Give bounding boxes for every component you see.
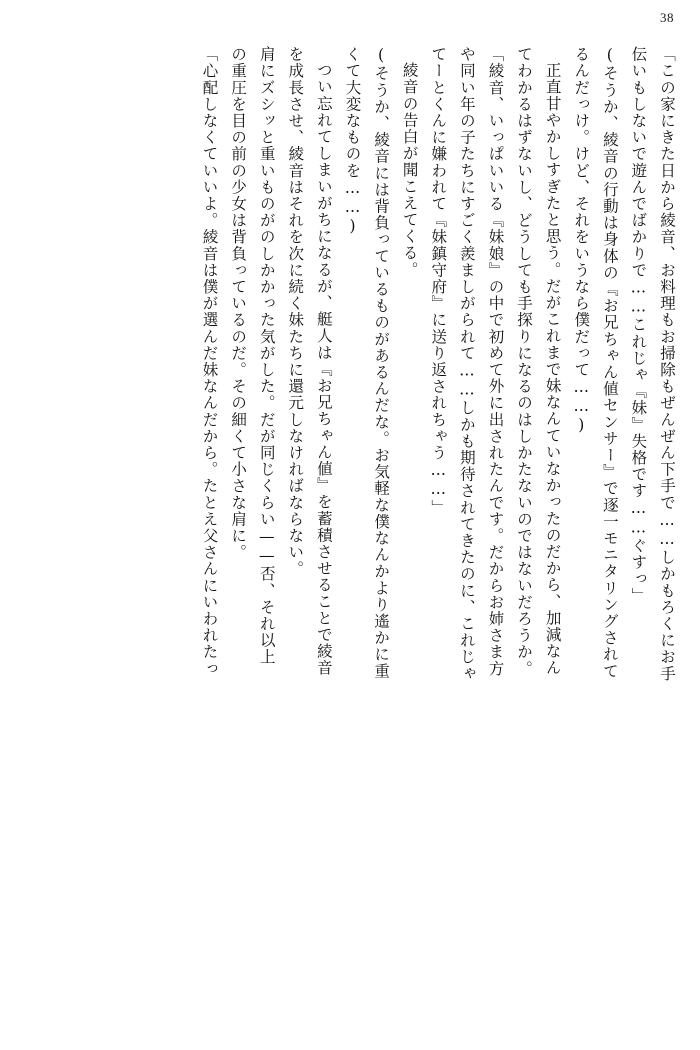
vertical-text-body (28, 46, 674, 1006)
text-line: てわかるはずないし、どうしても手探りになるのはしかたないのではないだろうか。 (515, 46, 534, 677)
text-line: つい忘れてしまいがちになるが、艇人は『お兄ちゃん値』を蓄積させることで綾音 (314, 62, 333, 677)
text-line: 伝いもしないで遊んでばかりで……これじゃ『妹』失格です……ぐすっ」 (629, 46, 648, 604)
text-line: や同い年の子たちにすごく羨ましがられて……しかも期待されてきたのに、これじゃ (457, 46, 476, 682)
text-line: 綾音の告白が聞こえてくる。 (400, 62, 419, 278)
text-line: 正直甘やかしすぎたと思う。だがこれまで妹なんていなかったのだから、加減なん (543, 62, 562, 677)
text-line: を成長させ、綾音はそれを次に続く妹たちに還元しなければならない。 (286, 46, 305, 578)
text-line: 「この家にきた日から綾音、お料理もお掃除もぜんぜん下手で……しかもろくにお手 (658, 46, 676, 682)
text-line: (そうか、綾音の行動は身体の『お兄ちゃん値センサー』で逐一モニタリングされて (600, 46, 619, 680)
text-line: (そうか、綾音には背負っているものがあるんだな。お気軽な僕なんかより遙かに重 (372, 46, 391, 680)
text-line: 「心配しなくていいよ。綾音は僕が選んだ妹なんだから。たとえ父さんにいわれたっ (200, 46, 219, 677)
text-line: くて大変なものを……) (343, 46, 362, 237)
text-line: てーとくんに嫌われて『妹鎮守府』に送り返されちゃう……」 (429, 46, 448, 516)
text-line: の重圧を目の前の少女は背負っているのだ。その細くて小さな肩に。 (229, 46, 248, 561)
text-line: 肩にズシッと重いものがのしかかった気がした。だが同じくらい——否、それ以上 (257, 46, 276, 666)
text-line: るんだっけ。けど、それをいうなら僕だって……) (572, 46, 591, 436)
page-number: 38 (660, 10, 674, 25)
text-line: 「綾音、いっぱいいる『妹娘』の中で初めて外に出されたんです。だからお姉さま方 (486, 46, 505, 677)
